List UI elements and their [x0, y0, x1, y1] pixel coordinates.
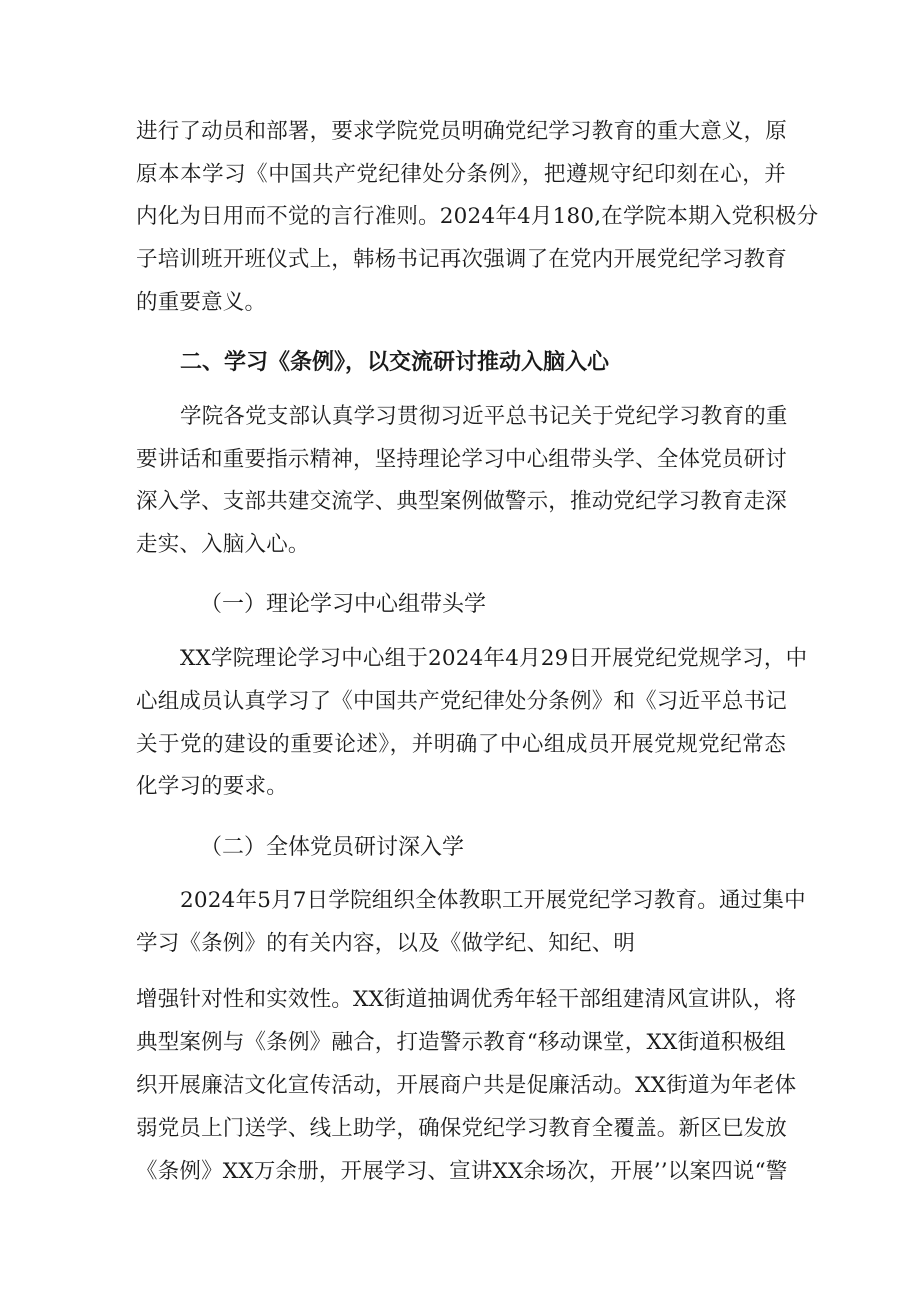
para3-line-1: XX学院理论学习中心组于2024年4月29日开展党纪党规学习，中: [180, 646, 808, 671]
para2-line-1: 学院各党支部认真学习贯彻习近平总书记关于党纪学习教育的重: [180, 404, 788, 429]
para1-line-4: 子培训班开班仪式上，韩杨书记再次强调了在党内开展党纪学习教育: [136, 247, 788, 272]
subsection-heading-2: （二）全体党员研讨深入学: [200, 835, 465, 860]
para2-line-2: 要讲话和重要指示精神，坚持理论学习中心组带头学、全体党员研讨: [136, 447, 788, 472]
para2-line-4: 走实、入脑入心。: [136, 532, 310, 557]
para5-line-5: 《条例》XX万余册，开展学习、宣讲XX余场次，开展’’以案四说“警: [136, 1159, 788, 1184]
para1-line-2: 原本本学习《中国共产党纪律处分条例》，把遵规守纪印刻在心，并: [136, 162, 786, 187]
para4-line-1: 2024年5月7日学院组织全体教职工开展党纪学习教育。通过集中: [180, 888, 806, 913]
para5-line-4: 弱党员上门送学、线上助学，确保党纪学习教育全覆盖。新区巳发放: [136, 1116, 788, 1141]
subsection-heading-1: （一）理论学习中心组带头学: [200, 592, 487, 617]
para5-line-1: 增强针对性和实效性。XX街道抽调优秀年轻干部组建清风宣讲队，将: [136, 987, 797, 1012]
section-heading-2: 二、学习《条例》，以交流研讨推动入脑入心: [180, 350, 610, 375]
para3-line-2: 心组成员认真学习了《中国共产党纪律处分条例》和《习近平总书记: [136, 689, 788, 714]
para1-line-5: 的重要意义。: [136, 290, 267, 315]
para1-line-1: 进行了动员和部署，要求学院党员明确党纪学习教育的重大意义，原: [136, 119, 788, 144]
para3-line-3: 关于党的建设的重要论述》，并明确了中心组成员开展党规党纪常态: [136, 732, 786, 757]
para1-line-3: 内化为日用而不觉的言行准则。2024年4月180,在学院本期入党积极分: [136, 204, 819, 229]
para5-line-2: 典型案例与《条例》融合，打造警示教育“移动课堂，XX街道积极组: [136, 1030, 786, 1055]
para4-line-2: 学习《条例》的有关内容，以及《做学纪、知纪、明: [136, 931, 636, 956]
para2-line-3: 深入学、支部共建交流学、典型案例做警示，推动党纪学习教育走深: [136, 489, 788, 514]
para3-line-4: 化学习的要求。: [136, 774, 288, 799]
para5-line-3: 织开展廉洁文化宣传活动，开展商户共是促廉活动。XX街道为年老体: [136, 1073, 797, 1098]
